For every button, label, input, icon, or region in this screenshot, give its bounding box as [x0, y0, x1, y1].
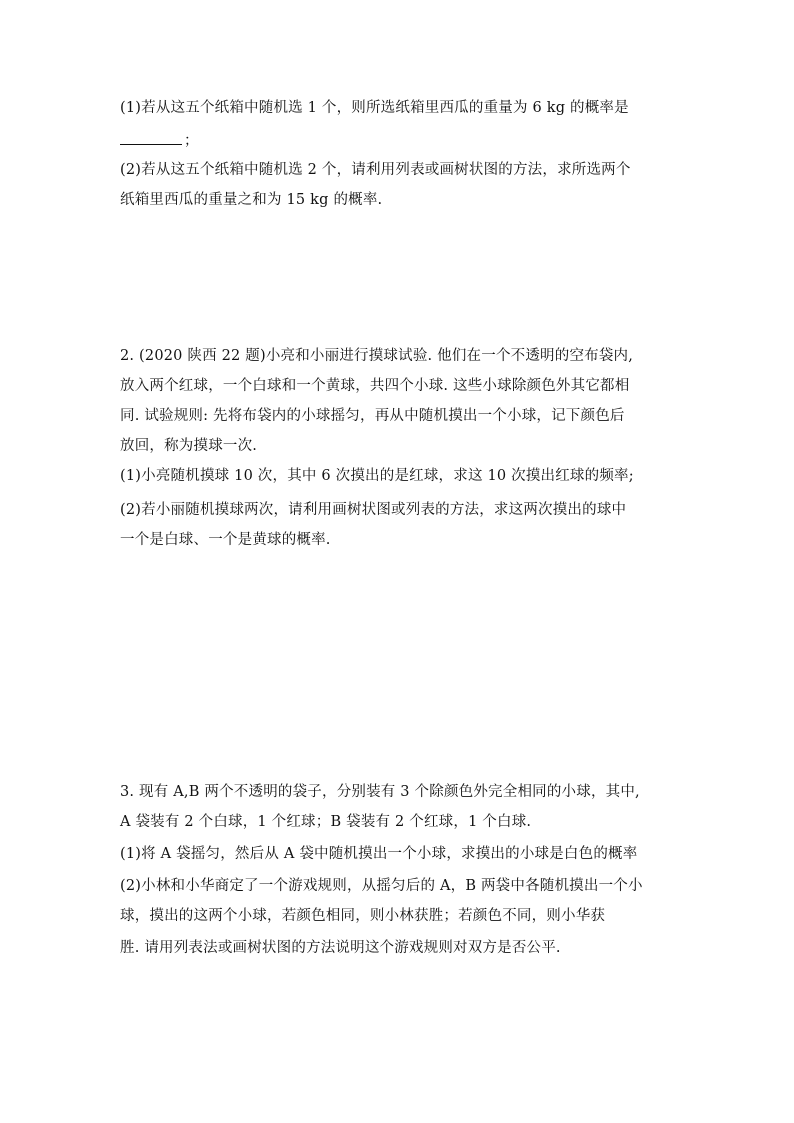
answer-blank: [120, 130, 182, 145]
problem3-q2-line1: (2)小林和小华商定了一个游戏规则，从摇匀后的 A，B 两袋中各随机摸出一个小: [120, 878, 643, 894]
problem2-line2: 放入两个红球，一个白球和一个黄球，共四个小球. 这些小球除颜色外其它都相: [120, 378, 630, 394]
problem2-q2-line1: (2)若小丽随机摸球两次，请利用画树状图或列表的方法，求这两次摸出的球中: [120, 502, 627, 518]
problem3-q2-line2: 球，摸出的这两个小球，若颜色相同，则小林获胜；若颜色不同，则小华获: [120, 908, 606, 924]
problem3-q1: (1)将 A 袋摇匀，然后从 A 袋中随机摸出一个小球，求摸出的小球是白色的概率: [120, 846, 638, 862]
problem2-q1: (1)小亮随机摸球 10 次，其中 6 次摸出的是红球，求这 10 次摸出红球的频率;: [120, 468, 634, 484]
problem1-q1-line2: [120, 130, 680, 151]
problem1-q2-line2: 纸箱里西瓜的重量之和为 15 kg 的概率.: [120, 192, 383, 208]
problem1-q1-line1: (1)若从这五个纸箱中随机选 1 个，则所选纸箱里西瓜的重量为 6 kg 的概率是: [120, 100, 629, 116]
problem2-line1: 2. (2020 陕西 22 题)小亮和小丽进行摸球试验. 他们在一个不透明的空布袋内,: [120, 348, 634, 364]
problem1-q2-line1: (2)若从这五个纸箱中随机选 2 个，请利用列表或画树状图的方法，求所选两个: [120, 162, 631, 178]
problem1-q1-suffix: ；: [184, 133, 199, 149]
problem2-q2-line2: 一个是白球、一个是黄球的概率.: [120, 532, 331, 548]
problem3-q2-line3: 胜. 请用列表法或画树状图的方法说明这个游戏规则对双方是否公平.: [120, 940, 561, 956]
problem3-line1: 3. 现有 A,B 两个不透明的袋子，分别装有 3 个除颜色外完全相同的小球，其中,: [120, 784, 640, 800]
problem2-line3: 同. 试验规则: 先将布袋内的小球摇匀，再从中随机摸出一个小球，记下颜色后: [120, 408, 625, 424]
problem2-line4: 放回，称为摸球一次.: [120, 438, 258, 454]
problem3-line2: A 袋装有 2 个白球，1 个红球；B 袋装有 2 个红球，1 个白球.: [120, 814, 532, 830]
